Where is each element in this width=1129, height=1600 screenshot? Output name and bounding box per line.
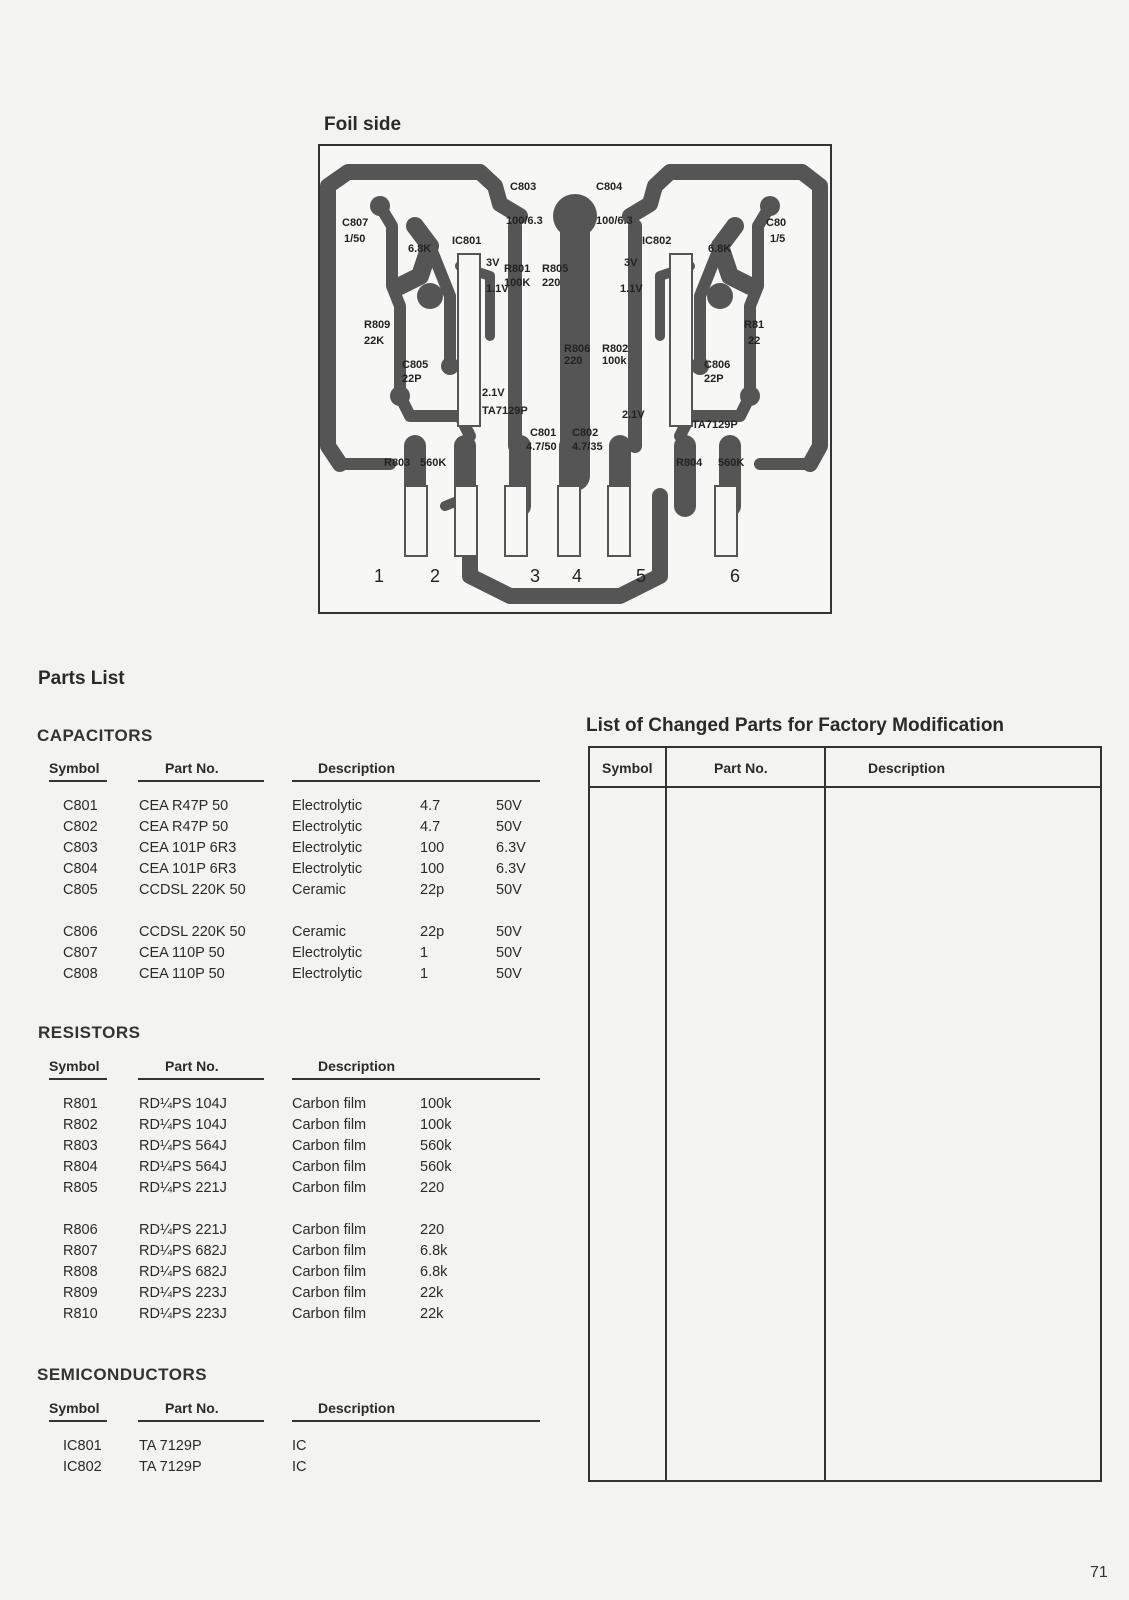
label-c801-value: 4.7/50 <box>526 441 557 453</box>
label-r803-value: 560K <box>420 457 447 469</box>
label-c804: C804 <box>596 181 623 193</box>
label-c803-value: 100/6.3 <box>506 215 543 227</box>
ic802-outline <box>670 254 692 426</box>
semi-header-description: Description <box>318 1400 396 1416</box>
terminal-6: 6 <box>730 566 741 586</box>
label-r804: R804 <box>676 457 703 469</box>
label-r810: R81 <box>744 319 765 331</box>
pcb-foil-svg <box>320 146 830 612</box>
label-r807-value: 6.8K <box>408 243 432 255</box>
terminal-3: 3 <box>530 566 541 586</box>
terminal-2: 2 <box>430 566 441 586</box>
ic801-outline <box>458 254 480 426</box>
label-r808-value: 6.8K <box>708 243 732 255</box>
terminal-5: 5 <box>636 566 647 586</box>
label-c807-value: 1/50 <box>344 233 366 245</box>
resistors-title: RESISTORS <box>38 1023 141 1042</box>
label-c806-value: 22P <box>704 373 724 385</box>
modification-table <box>588 746 1102 1482</box>
label-r806-value: 220 <box>564 355 583 367</box>
label-r805: R805 <box>542 263 569 275</box>
cap-header-symbol: Symbol <box>49 760 100 776</box>
res-header-part-no: Part No. <box>165 1058 219 1074</box>
cap-header-description: Description <box>318 760 396 776</box>
label-c802-value: 4.7/35 <box>572 441 603 453</box>
label-c808: C80 <box>766 217 787 229</box>
label-r802-value: 100k <box>602 355 627 367</box>
label-r810-value: 22 <box>748 335 761 347</box>
label-v5: 1.1V <box>620 283 643 295</box>
mod-column-divider <box>824 748 826 1480</box>
label-v3: 2.1V <box>482 387 505 399</box>
label-r806: R806 <box>564 343 591 355</box>
label-r801: R801 <box>504 263 531 275</box>
label-r804-value: 560K <box>718 457 745 469</box>
res-header-symbol: Symbol <box>49 1058 100 1074</box>
label-v6: 2.1V <box>622 409 645 421</box>
label-c804-value: 100/6.3 <box>596 215 633 227</box>
label-r805-value: 220 <box>542 277 561 289</box>
label-c808-value: 1/5 <box>770 233 786 245</box>
terminal-1: 1 <box>374 566 385 586</box>
label-r809: R809 <box>364 319 391 331</box>
semi-header-symbol: Symbol <box>49 1400 100 1416</box>
label-ic801: IC801 <box>452 235 482 247</box>
foil-side-title: Foil side <box>324 114 402 135</box>
capacitors-title: CAPACITORS <box>37 726 153 745</box>
label-r809-value: 22K <box>364 335 385 347</box>
label-c801: C801 <box>530 427 557 439</box>
page-number: 71 <box>1090 1564 1108 1581</box>
label-v1: 3V <box>486 257 500 269</box>
label-c807: C807 <box>342 217 369 229</box>
mod-header-part-no: Part No. <box>714 760 768 776</box>
label-v2: 1.1V <box>486 283 509 295</box>
label-v4: 3V <box>624 257 638 269</box>
label-c803: C803 <box>510 181 537 193</box>
semi-header-part-no: Part No. <box>165 1400 219 1416</box>
label-ic801-type: TA7129P <box>482 405 528 417</box>
label-ic802: IC802 <box>642 235 672 247</box>
label-c806: C806 <box>704 359 731 371</box>
cap-header-part-no: Part No. <box>165 760 219 776</box>
mod-header-description: Description <box>868 760 946 776</box>
modification-title: List of Changed Parts for Factory Modification <box>586 715 1005 736</box>
res-header-description: Description <box>318 1058 396 1074</box>
mod-header-symbol: Symbol <box>602 760 653 776</box>
pcb-foil-diagram <box>318 144 832 614</box>
mod-column-divider <box>665 748 667 1480</box>
semiconductors-title: SEMICONDUCTORS <box>37 1365 208 1384</box>
label-c805-value: 22P <box>402 373 422 385</box>
label-r802: R802 <box>602 343 629 355</box>
label-ic802-type: TA7129P <box>692 419 738 431</box>
label-c802: C802 <box>572 427 599 439</box>
label-c805: C805 <box>402 359 429 371</box>
label-r801-value: 100K <box>504 277 531 289</box>
label-r803: R803 <box>384 457 411 469</box>
parts-list-title: Parts List <box>38 668 125 689</box>
terminal-4: 4 <box>572 566 583 586</box>
